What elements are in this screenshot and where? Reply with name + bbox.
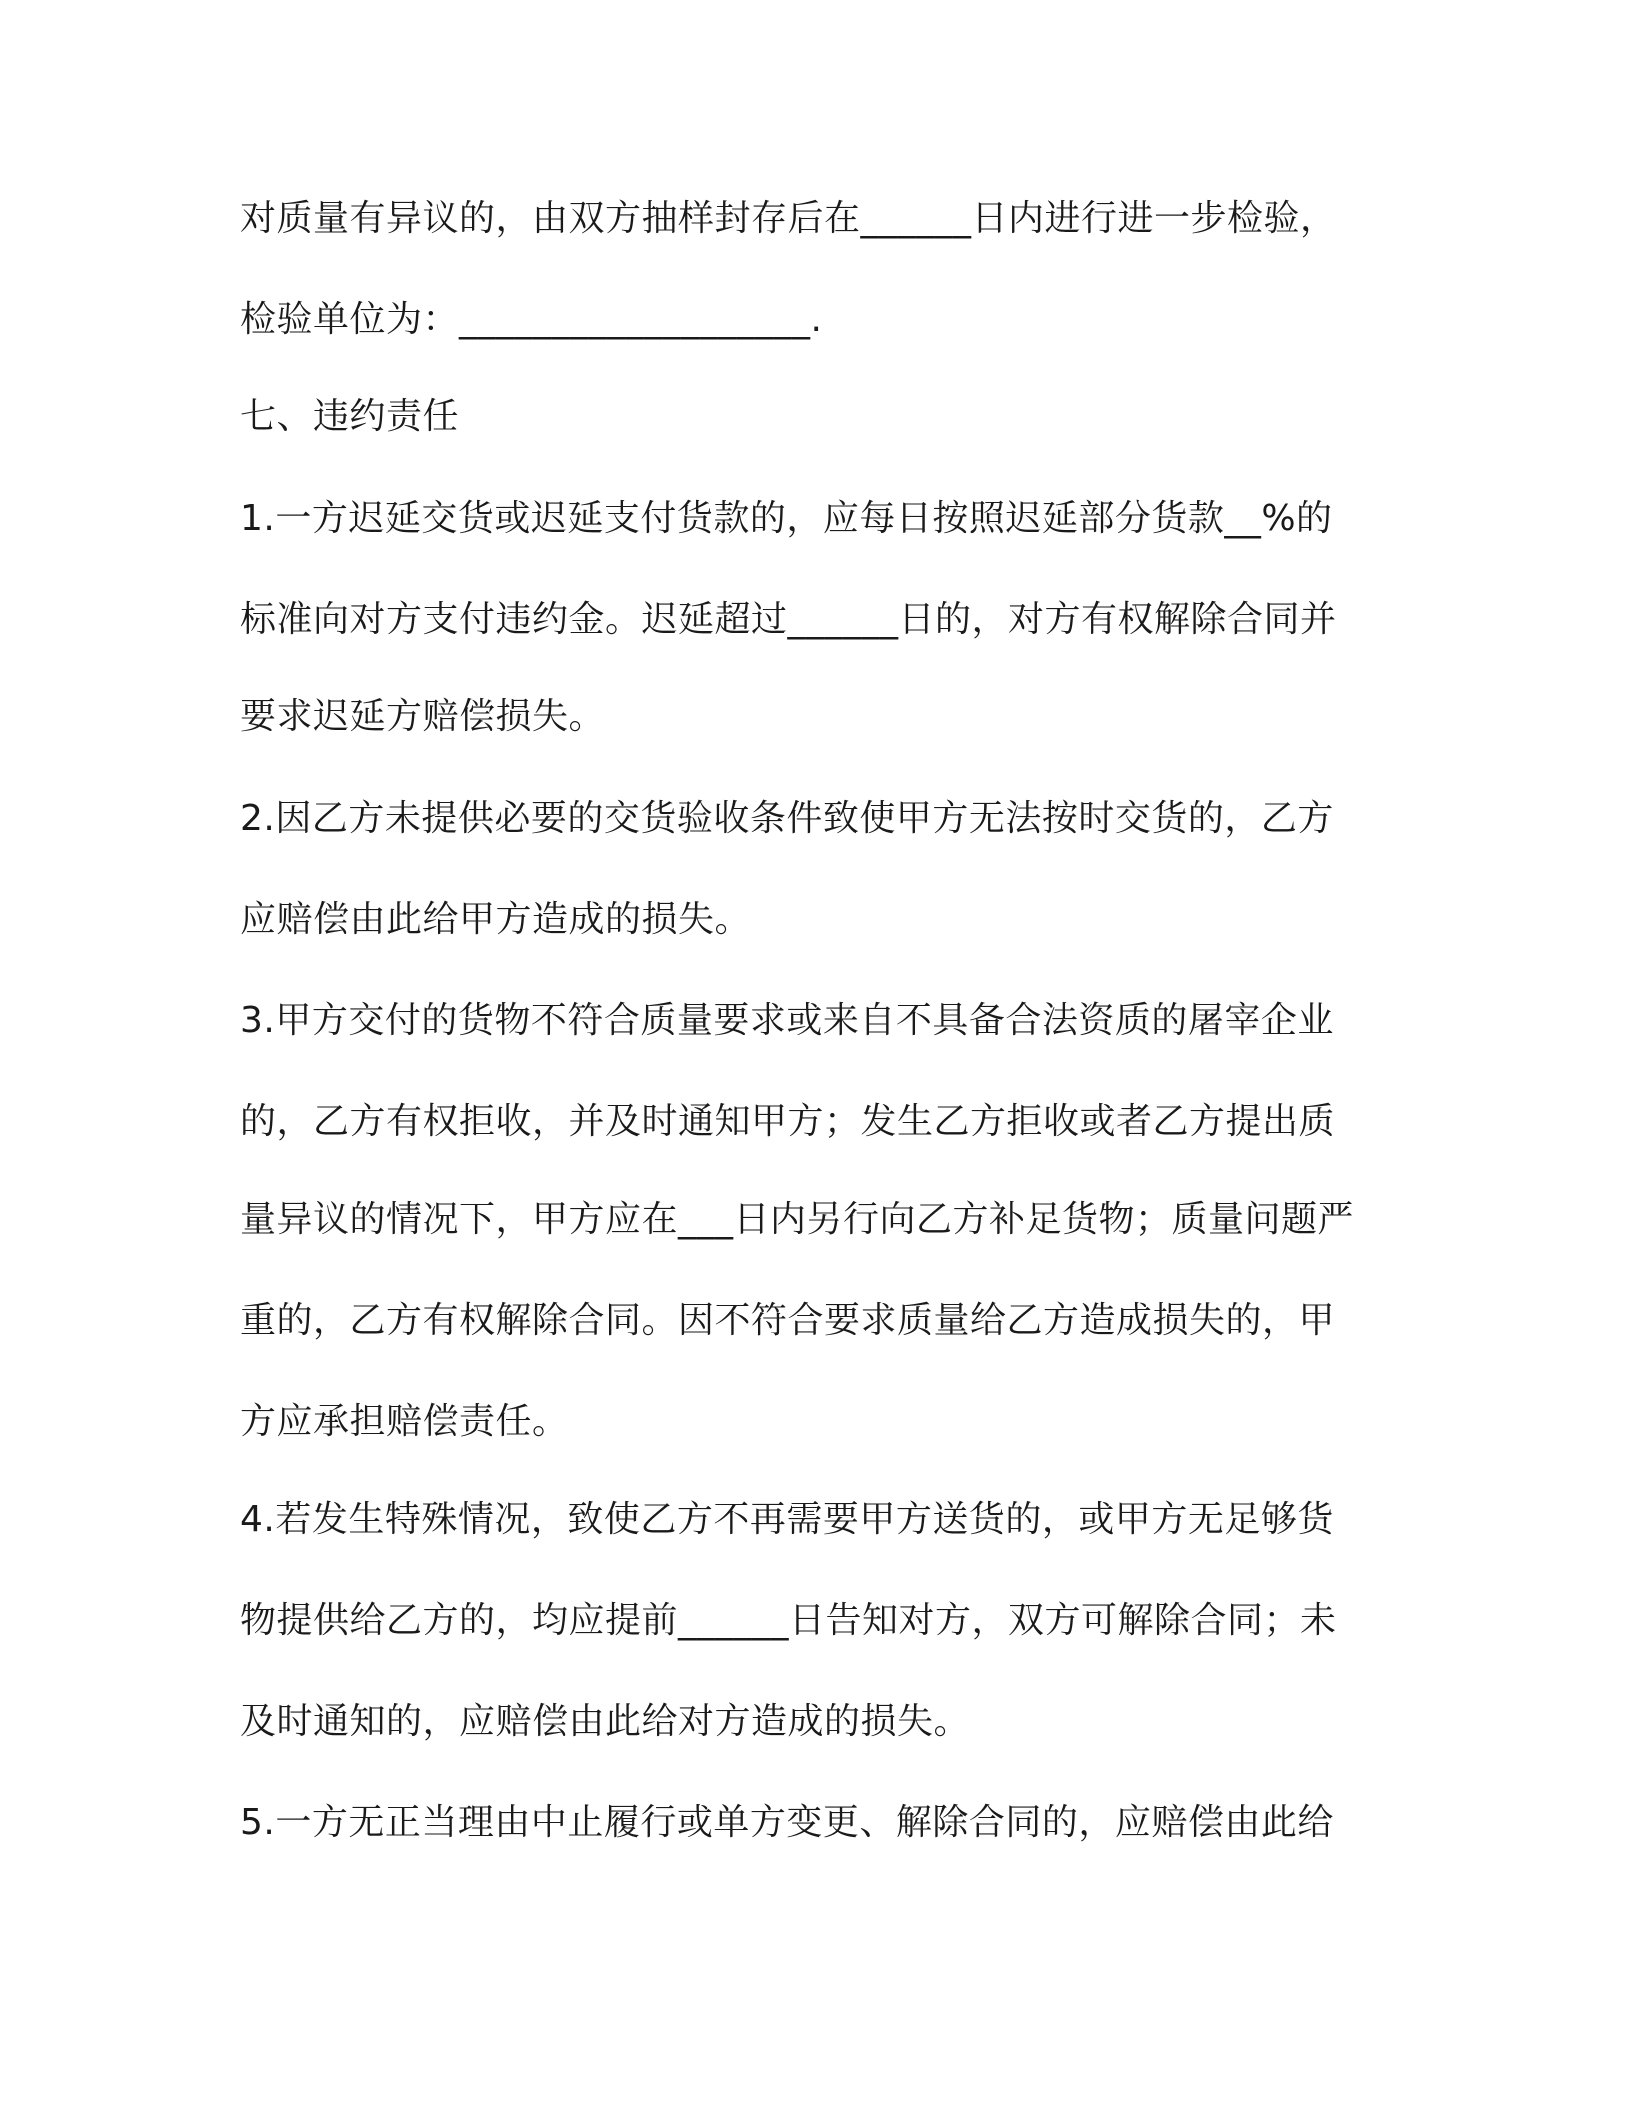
text-line: 物提供给乙方的，均应提前______日告知对方，双方可解除合同；未: [240, 1600, 1337, 1641]
text-line: 应赔偿由此给甲方造成的损失。: [240, 899, 752, 940]
text-line: 对质量有异议的，由双方抽样封存后在______日内进行进一步检验，: [240, 198, 1337, 239]
text-line: 量异议的情况下，甲方应在___日内另行向乙方补足货物；质量问题严: [240, 1199, 1355, 1240]
text-line: 1.一方迟延交货或迟延支付货款的，应每日按照迟延部分货款__%的: [240, 498, 1333, 539]
text-line: 检验单位为：___________________.: [240, 299, 823, 340]
text-line: 4.若发生特殊情况，致使乙方不再需要甲方送货的，或甲方无足够货: [240, 1499, 1334, 1540]
text-line: 重的，乙方有权解除合同。因不符合要求质量给乙方造成损失的，甲: [240, 1300, 1336, 1341]
text-line: 5.一方无正当理由中止履行或单方变更、解除合同的，应赔偿由此给: [240, 1802, 1334, 1843]
text-line: 及时通知的，应赔偿由此给对方造成的损失。: [240, 1701, 971, 1742]
section-heading: 七、违约责任: [240, 396, 460, 437]
text-line: 方应承担赔偿责任。: [240, 1401, 569, 1442]
text-line: 3.甲方交付的货物不符合质量要求或来自不具备合法资质的屠宰企业: [240, 1000, 1334, 1041]
text-line: 的，乙方有权拒收，并及时通知甲方；发生乙方拒收或者乙方提出质: [240, 1101, 1336, 1142]
text-line: 2.因乙方未提供必要的交货验收条件致使甲方无法按时交货的，乙方: [240, 798, 1334, 839]
text-line: 要求迟延方赔偿损失。: [240, 696, 606, 737]
text-line: 标准向对方支付违约金。迟延超过______日的，对方有权解除合同并: [240, 599, 1337, 640]
